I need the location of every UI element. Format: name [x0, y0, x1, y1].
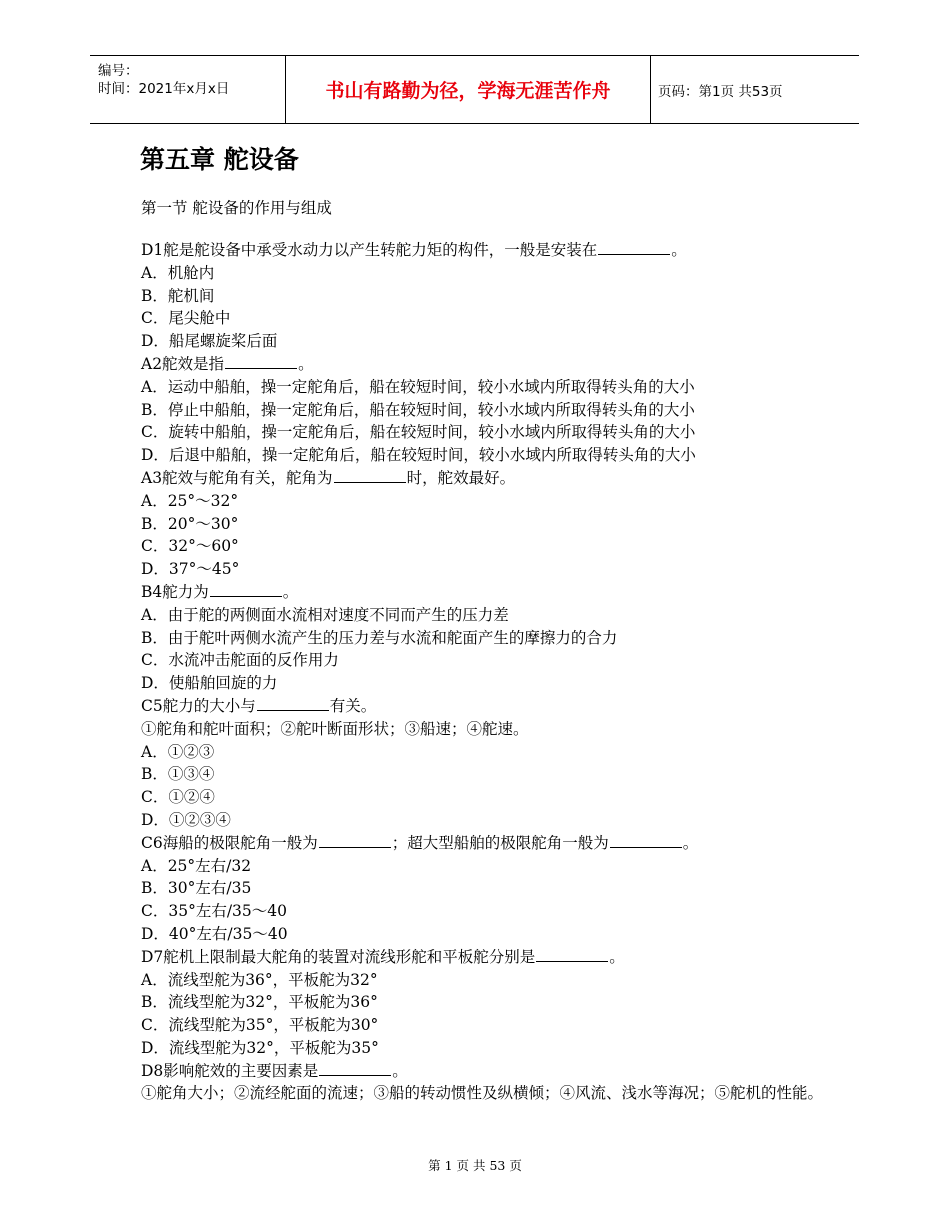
- answer-blank: [257, 709, 329, 711]
- option: C．32°～60°: [141, 537, 239, 556]
- option: C．尾尖舱中: [141, 309, 231, 328]
- header-meta: [98, 62, 229, 98]
- question-stem: D7舵机上限制最大舵角的装置对流线形舵和平板舵分别是 。: [141, 947, 625, 966]
- option: A．25°～32°: [141, 491, 239, 510]
- option: B．①③④: [141, 765, 215, 784]
- question-list: [141, 239, 831, 1105]
- question-statement: ①舵角和舵叶面积；②舵叶断面形状；③船速；④舵速。: [141, 719, 529, 738]
- option: A．25°左右/32: [141, 856, 252, 875]
- option: D．船尾螺旋桨后面: [141, 332, 278, 351]
- option: D．流线型舵为32°，平板舵为35°: [141, 1038, 379, 1057]
- chapter-title: 第五章 舵设备: [140, 145, 299, 174]
- option: B．舵机间: [141, 286, 215, 305]
- header-page-number: 页码：第1页 共53页: [658, 83, 783, 100]
- option: D．①②③④: [141, 810, 231, 829]
- page-footer: 第 1 页 共 53 页: [428, 1158, 522, 1173]
- option: A．①②③: [141, 742, 215, 761]
- option: D．37°～45°: [141, 560, 240, 579]
- question-stem: B4舵力为 。: [141, 582, 299, 601]
- page-header: [90, 55, 859, 124]
- question-stem: C6海船的极限舵角一般为 ；超大型船舶的极限舵角一般为 。: [141, 833, 699, 852]
- answer-blank: [536, 960, 608, 962]
- question-stem: C5舵力的大小与 有关。: [141, 696, 377, 715]
- option: B．停止中船舶，操一定舵角后，船在较短时间，较小水域内所取得转头角的大小: [141, 400, 695, 419]
- answer-blank: [210, 595, 282, 597]
- answer-blank: [319, 846, 391, 848]
- option: B．由于舵叶两侧水流产生的压力差与水流和舵面产生的摩擦力的合力: [141, 628, 618, 647]
- header-motto: 书山有路勤为径，学海无涯苦作舟: [325, 80, 611, 102]
- option: D．使船舶回旋的力: [141, 674, 278, 693]
- option: A．机舱内: [141, 263, 215, 282]
- option: A．由于舵的两侧面水流相对速度不同而产生的压力差: [141, 605, 509, 624]
- answer-blank: [334, 481, 406, 483]
- option: B．20°～30°: [141, 514, 239, 533]
- question-statement: ①舵角大小；②流经舵面的流速；③船的转动惯性及纵横倾；④风流、浅水等海况；⑤舵机的性能。: [141, 1084, 824, 1103]
- option: B．流线型舵为32°，平板舵为36°: [141, 993, 378, 1012]
- option: B．30°左右/35: [141, 879, 252, 898]
- option: D．后退中船舶，操一定舵角后，船在较短时间，较小水域内所取得转头角的大小: [141, 446, 696, 465]
- answer-blank: [610, 846, 682, 848]
- question-stem: D8影响舵效的主要因素是 。: [141, 1061, 408, 1080]
- section-title: 第一节 舵设备的作用与组成: [141, 199, 332, 217]
- header-divider: [285, 56, 286, 123]
- answer-blank: [319, 1074, 391, 1076]
- option: A．流线型舵为36°，平板舵为32°: [141, 970, 378, 989]
- header-number-label: 编号：: [98, 63, 139, 79]
- question-stem: D1舵是舵设备中承受水动力以产生转舵力矩的构件，一般是安装在 。: [141, 241, 687, 259]
- question-stem: A2舵效是指 。: [141, 354, 314, 373]
- option: C．旋转中船舶，操一定舵角后，船在较短时间，较小水域内所取得转头角的大小: [141, 423, 696, 442]
- answer-blank: [598, 253, 670, 255]
- answer-blank: [225, 367, 297, 369]
- option: C．流线型舵为35°，平板舵为30°: [141, 1016, 379, 1035]
- option: C．①②④: [141, 788, 215, 807]
- header-divider: [650, 56, 651, 123]
- option: D．40°左右/35～40: [141, 924, 288, 943]
- header-date: 时间：2021年x月x日: [98, 81, 230, 97]
- option: C．35°左右/35～40: [141, 902, 288, 921]
- question-stem: A3舵效与舵角有关，舵角为 时，舵效最好。: [141, 468, 516, 487]
- option: A．运动中船舶，操一定舵角后，船在较短时间，较小水域内所取得转头角的大小: [141, 377, 695, 396]
- option: C．水流冲击舵面的反作用力: [141, 651, 339, 670]
